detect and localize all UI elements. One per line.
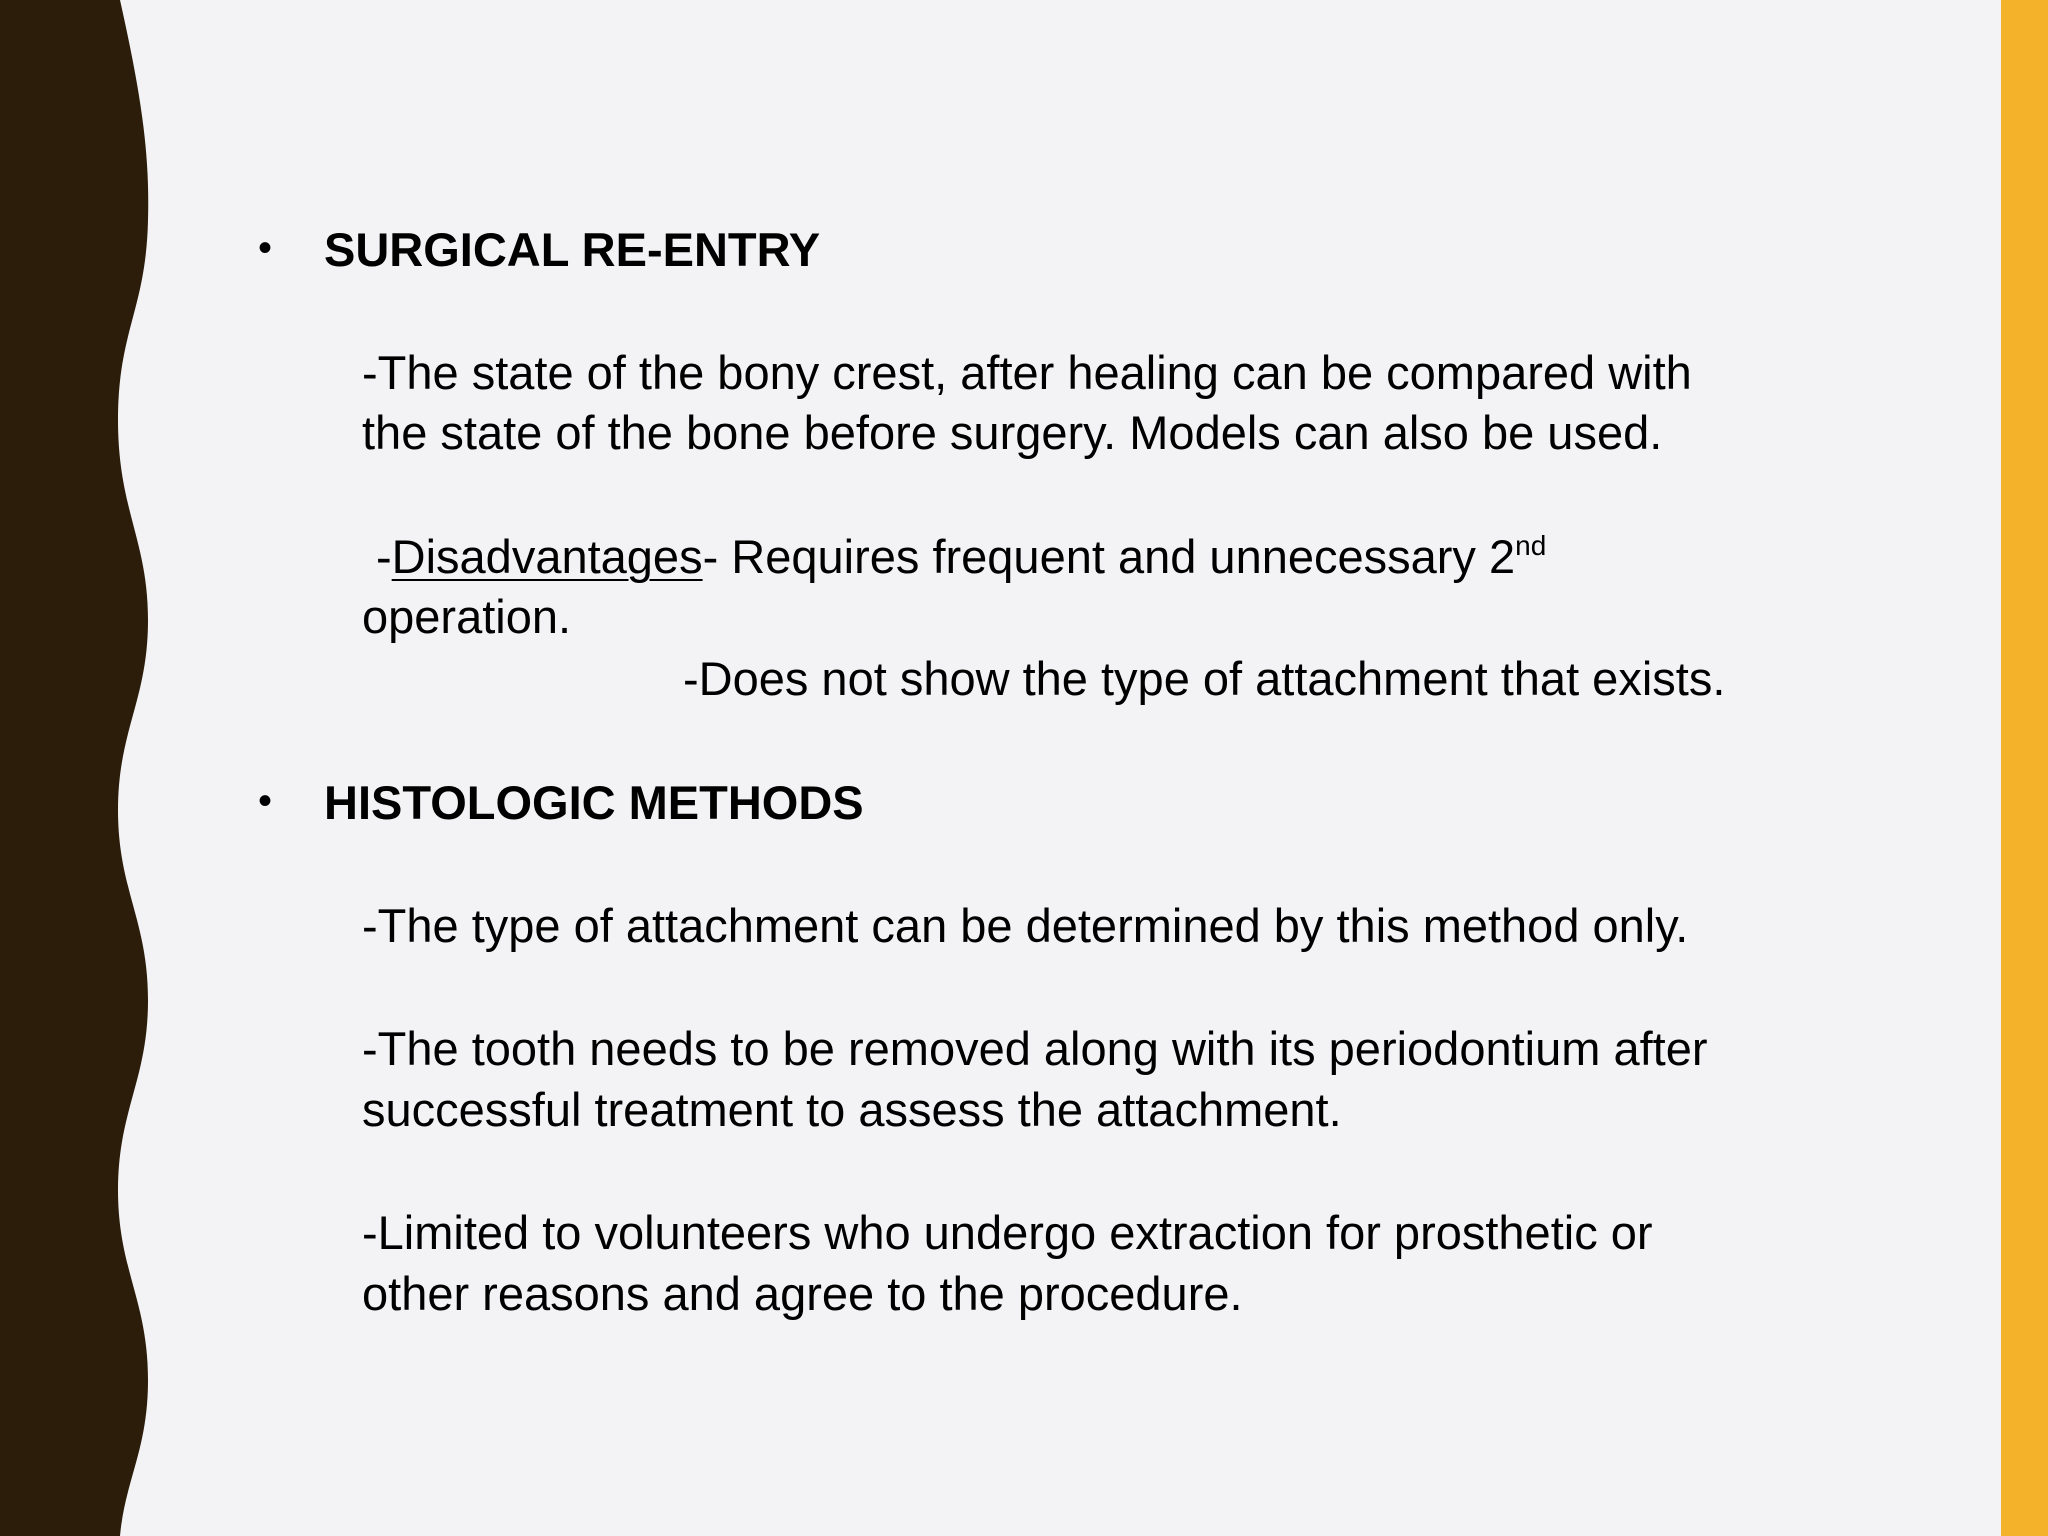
histologic-text-1: -The type of attachment can be determined by this method only. — [362, 899, 1689, 952]
disadvantages-prefix: - — [376, 530, 392, 583]
histologic-text-2-line-1: -The tooth needs to be removed along with its periodontium after — [362, 1022, 1708, 1075]
disadvantages-line-3: -Does not show the type of attachment that exists. — [683, 652, 1726, 705]
surgical-text-line-2: the state of the bone before surgery. Models can also be used. — [362, 406, 1663, 459]
left-wave-decoration — [0, 0, 160, 1536]
surgical-text-line-1: -The state of the bony crest, after healing can be compared with — [362, 346, 1692, 399]
disadvantages-line — [376, 530, 1547, 583]
disadvantages-superscript: nd — [1515, 530, 1547, 561]
heading-histologic-methods: HISTOLOGIC METHODS — [324, 776, 864, 829]
disadvantages-label: Disadvantages — [391, 530, 703, 583]
histologic-text-2-line-2: successful treatment to assess the attachment. — [362, 1083, 1342, 1136]
right-accent-bar — [2001, 0, 2048, 1536]
bullet-surgical-re-entry: • — [258, 226, 273, 270]
bullet-histologic-methods: • — [258, 779, 273, 823]
histologic-text-3-line-2: other reasons and agree to the procedure. — [362, 1267, 1243, 1320]
histologic-text-3-line-1: -Limited to volunteers who undergo extraction for prosthetic or — [362, 1206, 1653, 1259]
disadvantages-line-2: operation. — [362, 590, 572, 643]
heading-surgical-re-entry: SURGICAL RE-ENTRY — [324, 223, 821, 276]
disadvantages-text: - Requires frequent and unnecessary 2 — [702, 530, 1516, 583]
